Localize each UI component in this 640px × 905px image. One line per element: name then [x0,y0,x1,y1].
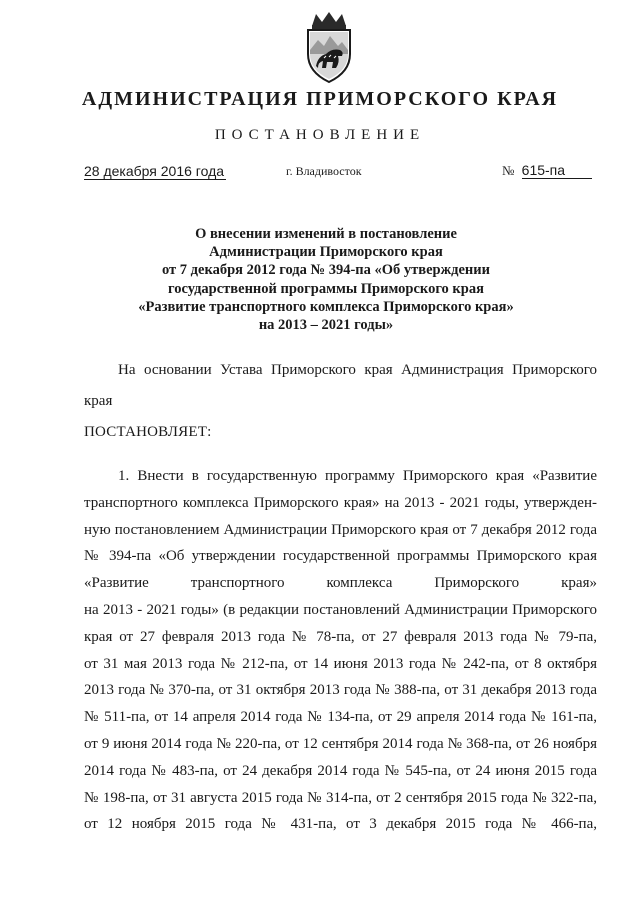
paragraph-line: от 12 ноября 2015 года № 431-па, от 3 декабря 2015 года № 466-па, [84,816,597,833]
paragraph-line: «Развитие транспортного комплекса Приморского края» [84,575,597,592]
title-line: от 7 декабря 2012 года № 394-па «Об утверждении [162,262,490,279]
paragraph-line: транспортного комплекса Приморского края» на 2013 - 2021 годы, утвержден- [84,494,597,511]
number-prefix: № [502,163,515,178]
document-type: ПОСТАНОВЛЕНИЕ [214,127,426,143]
title-line: «Развитие транспортного комплекса Приморского края» [138,298,514,315]
title-line: государственной программы Приморского края [168,280,484,297]
paragraph-line: № 394-па «Об утверждении государственной программы Приморского края [84,548,597,565]
paragraph-line: 2014 года № 483-па, от 24 декабря 2014 года № 545-па, от 24 июня 2015 года [84,762,597,779]
document-title [90,225,562,334]
paragraph-line: от 9 июня 2014 года № 220-па, от 12 сентября 2014 года № 368-па, от 26 ноября [84,735,597,752]
paragraph-line: 2013 года № 370-па, от 31 октября 2013 года № 388-па, от 31 декабря 2013 года [84,682,597,699]
paragraph-line: на 2013 - 2021 годы» (в редакции постановлений Администрации Приморского [84,601,597,618]
document-city: г. Владивосток [286,164,362,178]
paragraph-line: края от 27 февраля 2013 года № 78-па, от 27 февраля 2013 года № 79-па, [84,628,597,645]
coat-of-arms-emblem [296,10,362,84]
document-date: 28 декабря 2016 года [84,163,225,179]
paragraph-line: ную постановлением Администрации Приморского края от 7 декабря 2012 года [84,521,597,538]
item-1-paragraph [84,463,597,838]
paragraph-line: 1. Внести в государственную программу Приморского края «Развитие [118,468,597,484]
agency-title: АДМИНИСТРАЦИЯ ПРИМОРСКОГО КРАЯ [81,88,559,110]
number-value: 615-па [522,162,592,179]
title-line: О внесении изменений в постановление [195,226,457,242]
title-line: на 2013 – 2021 годы» [258,317,394,334]
basis-paragraph [84,355,597,417]
decree-word: ПОСТАНОВЛЯЕТ: [84,424,212,440]
basis-text: На основании Устава Приморского края Администрация Приморского края [84,362,597,409]
paragraph-line: № 198-па, от 31 августа 2015 года № 314-па, от 2 сентября 2015 года № 322-па, [84,789,597,806]
title-line: Администрации Приморского края [209,244,443,261]
paragraph-line: от 31 мая 2013 года № 212-па, от 14 июня 2013 года № 242-па, от 8 октября [84,655,597,672]
document-number [502,162,592,179]
paragraph-line: № 511-па, от 14 апреля 2014 года № 134-па, от 29 апреля 2014 года № 161-па, [84,709,597,726]
